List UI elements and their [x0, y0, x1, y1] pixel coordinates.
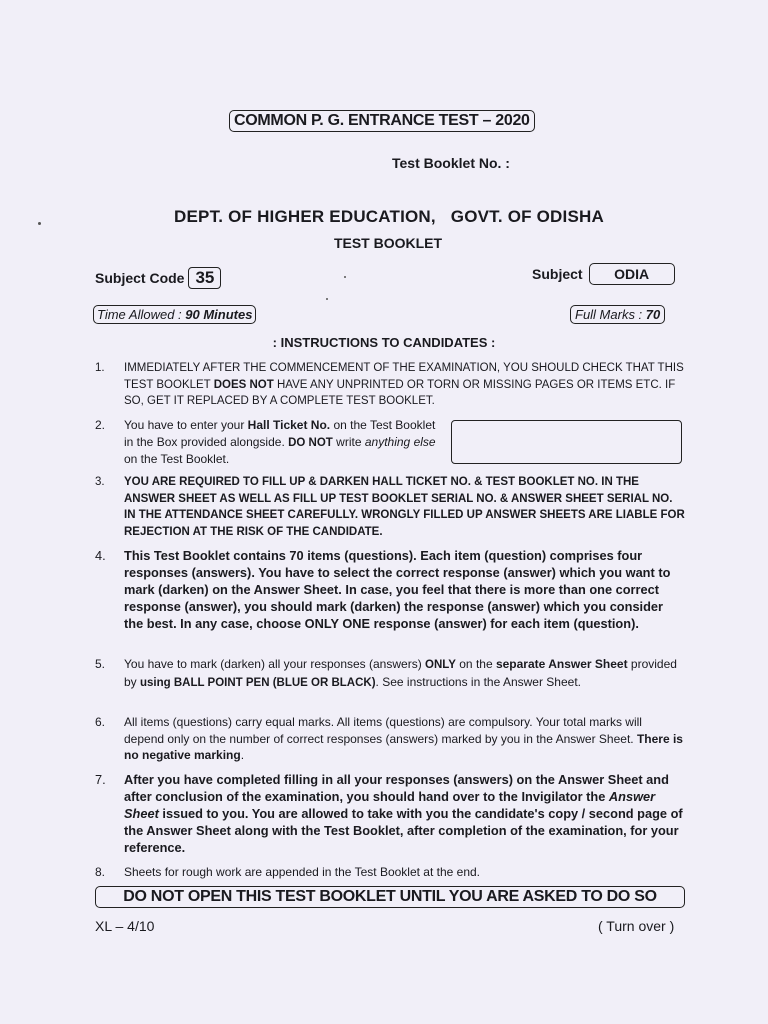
text: separate Answer Sheet: [495, 657, 628, 671]
instruction-item: [95, 864, 685, 881]
text: All items (questions) carry equal marks. All items (questions) are compulsory. Your total marks will depend only on the number of correct responses (answers) marked by you in the Answer Sheet.: [124, 715, 642, 746]
subject-code-label: Subject Code: [95, 270, 185, 286]
time-value: 90 Minutes: [185, 307, 253, 322]
exam-title: COMMON P. G. ENTRANCE TEST – 2020: [229, 110, 535, 132]
government-name: GOVT. OF ODISHA: [450, 207, 604, 226]
instruction-item: [95, 547, 685, 632]
instruction-item: [95, 714, 685, 764]
marks-label: Full Marks :: [575, 307, 643, 322]
subject-field: [532, 263, 675, 285]
department-heading: [0, 207, 768, 227]
text: issued to you. You are allowed to take with you the candidate's copy / second page of the Answer Sheet along with the Test Booklet, after completion of the examination, for your reference.: [124, 806, 683, 855]
marks-value: 70: [645, 307, 661, 322]
subject-value: ODIA: [589, 263, 675, 285]
text: on the Test Booklet.: [124, 452, 230, 466]
subject-label: Subject: [532, 266, 583, 282]
text: Hall Ticket No.: [247, 418, 331, 432]
item-text: YOU ARE REQUIRED TO FILL UP & DARKEN HALL TICKET NO. & TEST BOOKLET NO. IN THE ANSWER SHEET AS WELL AS FILL UP TEST BOOKLET SERIAL NO. & ANSWER SHEET SERIAL NO. IN THE ATTENDANCE SHEET CAREFULLY. WRONGLY FILLED UP ANSWER SHEETS ARE LIABLE FOR REJECTION AT THE RISK OF THE CANDIDATE.: [124, 476, 685, 538]
item-number: 1.: [95, 362, 105, 374]
scan-speck: [326, 298, 328, 300]
item-text: [124, 656, 685, 691]
instruction-item: [95, 417, 440, 468]
text: .: [240, 748, 245, 762]
text: on the Test Booklet in the Box provided alongside.: [124, 418, 436, 449]
booklet-number-label: Test Booklet No. :: [392, 155, 510, 171]
do-not-open-warning: DO NOT OPEN THIS TEST BOOKLET UNTIL YOU ARE ASKED TO DO SO: [95, 886, 685, 908]
text: You have to mark (darken) all your responses (answers): [124, 657, 426, 671]
item-text: [124, 771, 685, 856]
item-text: [124, 417, 440, 468]
text: DOES NOT: [213, 378, 274, 391]
booklet-heading: TEST BOOKLET: [333, 235, 443, 251]
item-text: [124, 547, 685, 632]
item-text: Sheets for rough work are appended in the Test Booklet at the end.: [124, 865, 481, 879]
scan-speck: [38, 222, 41, 225]
item-number: 6.: [95, 715, 106, 729]
instruction-item: [95, 656, 685, 691]
item-number: 7.: [95, 772, 106, 787]
text: ONLY: [425, 659, 456, 671]
item-text: [124, 714, 685, 764]
instruction-item: [95, 474, 685, 540]
text: response (answer) for each item (question).: [370, 616, 639, 631]
item-number: 5.: [95, 657, 106, 671]
text: There is no negative marking: [124, 731, 683, 762]
instruction-item: [95, 771, 685, 856]
full-marks: [570, 305, 665, 324]
scan-speck: [344, 276, 346, 278]
text: You have to enter your: [124, 418, 248, 432]
subject-code-field: [95, 267, 221, 289]
text: DO NOT: [288, 436, 333, 449]
turn-over-note: ( Turn over ): [598, 918, 675, 934]
text: This Test Booklet contains 70 items (questions). Each item (question) comprises four responses (answers). You have to select the correct response (answer) which you want to mark (darken) on the Answer Sheet. In case, you feel that there is more than one correct response (answer), you should mark (darken) the response (answer) which you consider the best. In any case, choose: [124, 548, 671, 631]
instruction-item: [95, 360, 685, 410]
text: HAVE ANY UNPRINTED OR TORN OR MISSING PAGES OR ITEMS ETC. IF SO, GET IT REPLACED BY A COMPLETE TEST BOOKLET.: [124, 378, 676, 407]
text: IMMEDIATELY AFTER THE COMMENCEMENT OF THE EXAMINATION, YOU SHOULD CHECK THAT THIS TEST BOOKLET: [124, 362, 684, 391]
item-number: 3.: [95, 476, 105, 488]
time-allowed: [93, 305, 256, 324]
text: write: [332, 434, 365, 449]
booklet-code: XL – 4/10: [95, 918, 155, 934]
text: After you have completed filling in all your responses (answers) on the Answer Sheet and after conclusion of the examination, you should hand over to the Invigilator the: [124, 772, 669, 804]
time-label: Time Allowed :: [97, 307, 182, 322]
text: Answer Sheet: [124, 789, 656, 821]
instructions-title: : INSTRUCTIONS TO CANDIDATES :: [272, 335, 496, 350]
item-number: 2.: [95, 418, 106, 432]
text: provided by: [124, 657, 677, 689]
text: ONLY ONE: [304, 616, 371, 631]
item-text: [124, 360, 685, 410]
item-number: 8.: [95, 865, 106, 879]
item-number: 4.: [95, 548, 106, 563]
text: anything else: [364, 434, 436, 449]
hall-ticket-box[interactable]: [451, 420, 682, 464]
subject-code-value: 35: [188, 267, 221, 289]
department-name: DEPT. OF HIGHER EDUCATION,: [174, 207, 436, 226]
text: on the: [455, 657, 496, 671]
text: using BALL POINT PEN (BLUE OR BLACK): [140, 676, 376, 689]
text: . See instructions in the Answer Sheet.: [375, 674, 581, 689]
